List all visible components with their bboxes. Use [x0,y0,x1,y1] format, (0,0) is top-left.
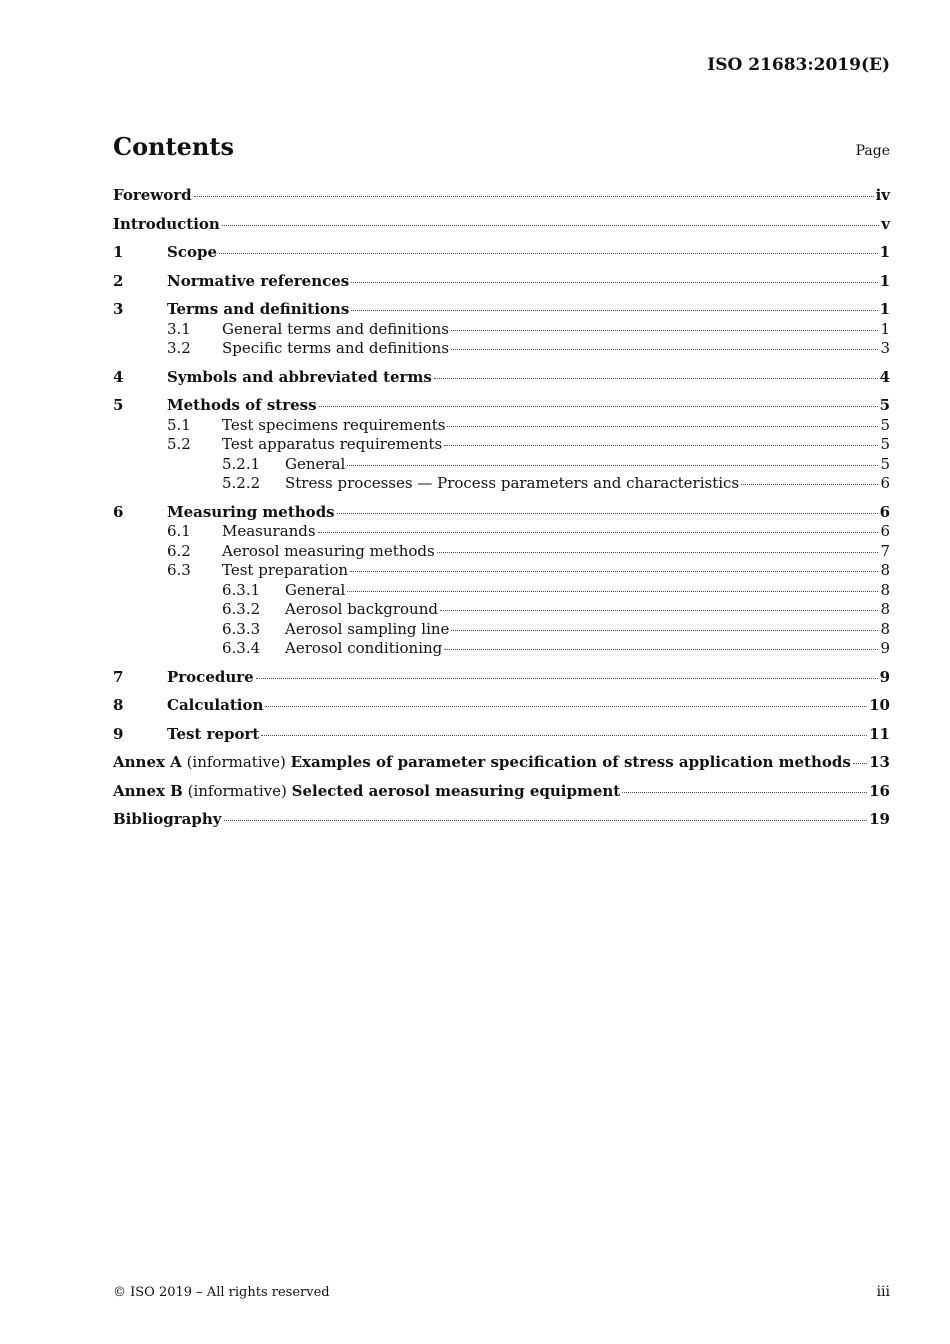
toc-entry-title: Scope [167,243,218,261]
toc-entry-title: Measurands [222,522,316,540]
toc-entry[interactable] [113,243,890,263]
dot-leader [194,196,874,197]
toc-entry-number: 6.3.1 [222,580,261,599]
toc-entry-number: 2 [113,271,124,290]
toc-entry-number: 1 [113,243,124,261]
toc-entry-page: 5 [880,415,890,434]
toc-entry-title: Calculation [167,696,264,714]
toc-entry[interactable] [113,696,890,716]
toc-entry-number: 5.2 [167,435,191,453]
annex-title: Examples of parameter specification of stress application methods [290,753,851,771]
dot-leader [451,330,878,331]
toc-entry-number: 9 [113,724,124,743]
toc-entry[interactable] [113,435,890,455]
dot-leader [319,406,878,407]
toc-entry-page: 1 [879,300,890,318]
annex-label: Annex B [113,781,183,800]
dot-leader [451,349,878,350]
dot-leader [351,310,877,311]
toc-entry[interactable] [113,725,890,745]
toc-entry-title: Aerosol conditioning [285,639,443,657]
dot-leader [437,552,879,553]
table-of-contents [113,186,890,830]
toc-entry-number: 3.1 [167,319,191,338]
toc-entry-title: Terms and definitions [167,300,350,318]
dot-leader [256,678,878,679]
toc-entry-number: 4 [113,367,124,386]
toc-entry[interactable] [113,620,890,640]
toc-entry[interactable] [113,600,890,620]
toc-entry[interactable] [113,561,890,581]
toc-entry-page: 8 [880,561,890,579]
toc-entry-number: 5.2.2 [222,474,261,492]
toc-entry-title: General terms and definitions [222,319,449,338]
dot-leader [347,465,878,466]
toc-entry-title: Introduction [113,214,220,233]
toc-entry-title: Bibliography [113,810,222,828]
toc-entry-number: 5.2.1 [222,454,261,473]
dot-leader [224,820,868,821]
toc-entry-page: 5 [879,396,890,414]
toc-entry-page: 1 [879,243,890,261]
toc-entry-number: 3.2 [167,339,191,357]
annex-label: Annex A [113,753,182,771]
toc-entry[interactable] [113,455,890,475]
dot-leader [447,426,878,427]
toc-entry-page: 9 [879,667,890,686]
toc-entry[interactable] [113,639,890,659]
toc-entry[interactable] [113,782,890,802]
toc-entry[interactable] [113,416,890,436]
dot-leader [351,282,877,283]
dot-leader [440,610,878,611]
toc-entry[interactable] [113,396,890,416]
toc-entry-number: 6.1 [167,522,191,540]
dot-leader [853,763,867,764]
toc-entry-title: Methods of stress [167,396,317,414]
dot-leader [261,735,867,736]
toc-entry-page: 6 [879,502,890,521]
toc-entry-title: Aerosol background [285,600,438,618]
dot-leader [337,513,878,514]
toc-entry-number: 6.3.2 [222,600,261,618]
toc-entry[interactable] [113,215,890,235]
toc-entry-page: 8 [880,580,890,599]
toc-entry[interactable] [113,339,890,359]
toc-entry[interactable] [113,522,890,542]
footer-page-number: iii [876,1284,890,1300]
dot-leader [444,445,878,446]
dot-leader [265,706,867,707]
toc-entry-number: 8 [113,696,124,714]
dot-leader [741,484,878,485]
dot-leader [451,630,878,631]
toc-entry-title: Symbols and abbreviated terms [167,367,432,386]
toc-entry-title: Test specimens requirements [222,415,446,434]
toc-entry[interactable] [113,474,890,494]
toc-entry-page: 6 [880,474,890,492]
toc-entry-page: 7 [880,541,890,560]
toc-entry[interactable] [113,668,890,688]
annex-title: Selected aerosol measuring equipment [291,781,621,800]
dot-leader [444,649,878,650]
toc-entry-number: 6.3.3 [222,619,261,638]
footer-copyright: © ISO 2019 – All rights reserved [113,1285,330,1300]
toc-entry[interactable] [113,810,890,830]
toc-entry-page: 9 [880,639,890,657]
toc-entry-page: 11 [869,724,890,743]
toc-entry[interactable] [113,542,890,562]
toc-entry-title: Test apparatus requirements [222,435,443,453]
toc-entry-number: 5 [113,396,124,414]
toc-entry-title: Test preparation [222,561,349,579]
toc-entry-number: 6.2 [167,541,191,560]
toc-entry-title: Procedure [167,667,254,686]
contents-heading: Contents [113,132,234,161]
toc-entry-page: 6 [880,522,890,540]
toc-entry-number: 5.1 [167,415,191,434]
toc-entry-title: Test report [167,724,260,743]
toc-entry[interactable] [113,272,890,292]
document-code: ISO 21683:2019(E) [707,55,890,75]
toc-entry-page: 13 [869,753,890,771]
toc-entry[interactable] [113,503,890,523]
toc-entry-page: 10 [869,696,890,714]
toc-entry-number: 6 [113,502,124,521]
dot-leader [350,571,878,572]
annex-type: (informative) [182,781,292,800]
toc-entry[interactable] [113,320,890,340]
toc-entry-page: 8 [880,619,890,638]
toc-entry-page: 16 [869,781,890,800]
toc-entry-page: 1 [879,271,890,290]
toc-entry-title: General [285,454,346,473]
toc-entry[interactable] [113,186,890,206]
toc-entry[interactable] [113,300,890,320]
toc-entry-page: 5 [880,435,890,453]
dot-leader [219,253,878,254]
toc-entry-title: Measuring methods [167,502,335,521]
toc-entry-number: 6.3.4 [222,639,261,657]
toc-entry-title: Foreword [113,186,192,204]
toc-entry-page: 5 [880,454,890,473]
annex-type: (informative) [181,753,291,771]
toc-entry-title: Normative references [167,271,350,290]
dot-leader [622,792,867,793]
toc-entry-title: General [285,580,346,599]
toc-entry-title: Aerosol measuring methods [222,541,435,560]
toc-entry[interactable] [113,753,890,773]
dot-leader [434,378,878,379]
toc-entry-number: 7 [113,667,124,686]
toc-entry-title [113,753,851,773]
dot-leader [318,532,879,533]
toc-entry-page: 19 [869,810,890,828]
toc-entry[interactable] [113,368,890,388]
dot-leader [222,225,879,226]
toc-entry-page: 8 [880,600,890,618]
toc-entry-title [113,782,620,802]
toc-entry-number: 6.3 [167,561,191,579]
toc-entry-page: 1 [880,319,890,338]
toc-entry-title: Stress processes — Process parameters and characteristics [285,474,740,492]
toc-entry-page: 3 [880,339,890,357]
toc-entry-number: 3 [113,300,124,318]
toc-entry-page: iv [875,186,890,204]
toc-entry-title: Specific terms and definitions [222,339,450,357]
toc-entry-title: Aerosol sampling line [285,619,450,638]
toc-entry-page: v [881,214,890,233]
dot-leader [347,591,878,592]
toc-entry-page: 4 [879,367,890,386]
toc-entry[interactable] [113,581,890,601]
page-column-label: Page [855,143,890,159]
